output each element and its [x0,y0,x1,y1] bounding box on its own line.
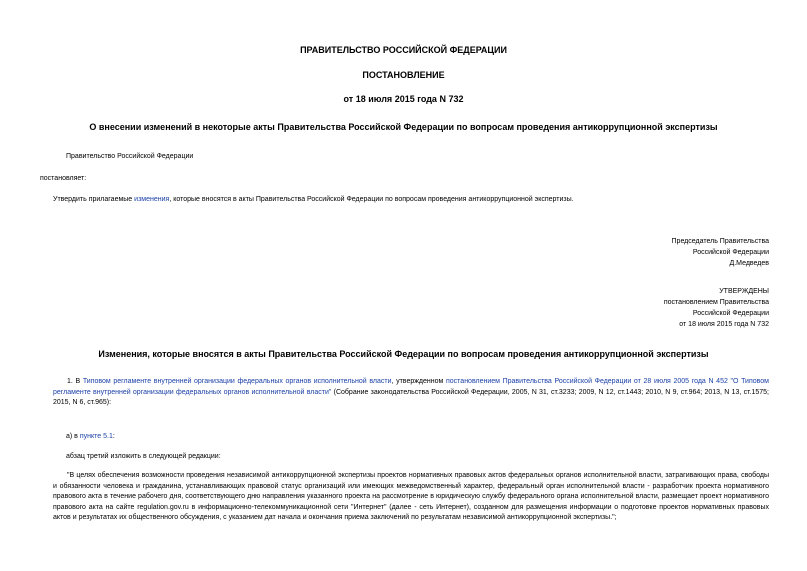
approved-line-2: постановлением Правительства [663,299,769,306]
resolution-452-link[interactable]: постановлением Правительства Российской Федерации от 28 июля 2005 года N 452 "О Типовом регламенте внутренней организации федеральных органов исполнительной власти" [53,378,769,396]
quoted-amendment: "В целях обеспечения возможности проведения независимой антикоррупционной экспертизы проектов нормативных правовых актов федеральных органов исполнительной власти, затрагивающих права, свободы и обязанности человека и гражданина, устанавливающих правовой статус организаций или имеющих межведомственный характер, федеральный орган исполнительной власти - разработчик проекта нормативного правового акта в течение рабочего дня, соответствующего дню направления указанного проекта на рассмотрение в юридическую службу федерального органа исполнительной власти, размещает проект нормативного правового акта на сайте regulation.gov.ru в информационно-телекоммуникационной сети "Интернет" (далее - сеть Интернет), созданном для размещения информации о подготовке проектов нормативных правовых актов и результатах их общественного обсуждения, с указанием дат начала и окончания приема заключений по результатам независимой антикоррупционной экспертизы."; [53,472,769,521]
approved-line-4: от 18 июля 2015 года N 732 [679,321,769,328]
changes-title: Изменения, которые вносятся в акты Правительства Российской Федерации по вопросам проведения антикоррупционной экспертизы [98,349,709,359]
signature-line-1: Председатель Правительства [671,238,769,245]
clause-5-1-link[interactable]: пункте 5.1 [79,433,113,440]
approved-block [664,286,769,330]
government-heading: ПРАВИТЕЛЬСТВО РОССИЙСКОЙ ФЕДЕРАЦИИ [300,45,507,55]
approve-paragraph [53,195,574,205]
approve-text-after: , которые вносятся в акты Правительства Российской Федерации по вопросам проведения антикоррупционной экспертизы. [169,196,574,203]
signature-block [672,236,769,269]
item-1-paragraph [53,377,769,409]
signature-line-3: Д.Медведев [729,260,769,267]
signature-line-2: Российской Федерации [692,249,769,256]
item-1-text-3: (Собрание законодательства Российской Федерации, 2005, N 31, ст.3233; 2009, N 12, ст.1443; 2010, N 9, ст.964; 2013, N 13, ст.1575; 2015, N 6, ст.965): [53,388,769,406]
subitem-a-before: а) в [66,433,80,440]
approve-text-before: Утвердить прилагаемые [53,196,135,203]
subitem-a [66,432,115,442]
preamble-line-1: Правительство Российской Федерации [66,153,194,160]
document-date: от 18 июля 2015 года N 732 [343,94,464,104]
preamble-line-2: постановляет: [40,175,87,182]
approved-line-1: УТВЕРЖДЕНЫ [719,288,769,295]
typical-regulation-link[interactable]: Типовом регламенте внутренней организации федеральных органов исполнительной власти [82,378,392,385]
approved-line-3: Российской Федерации [692,310,769,317]
document-type: ПОСТАНОВЛЕНИЕ [362,70,445,80]
subitem-a-after: : [112,433,115,440]
paragraph-three-note: абзац третий изложить в следующей редакции: [66,453,221,460]
document-title: О внесении изменений в некоторые акты Правительства Российской Федерации по вопросам проведения антикоррупционной экспертизы [89,122,718,132]
item-1-text-2: , утвержденном [391,378,446,385]
changes-link[interactable]: изменения [134,196,170,203]
item-1-text-1: 1. В [67,378,83,385]
